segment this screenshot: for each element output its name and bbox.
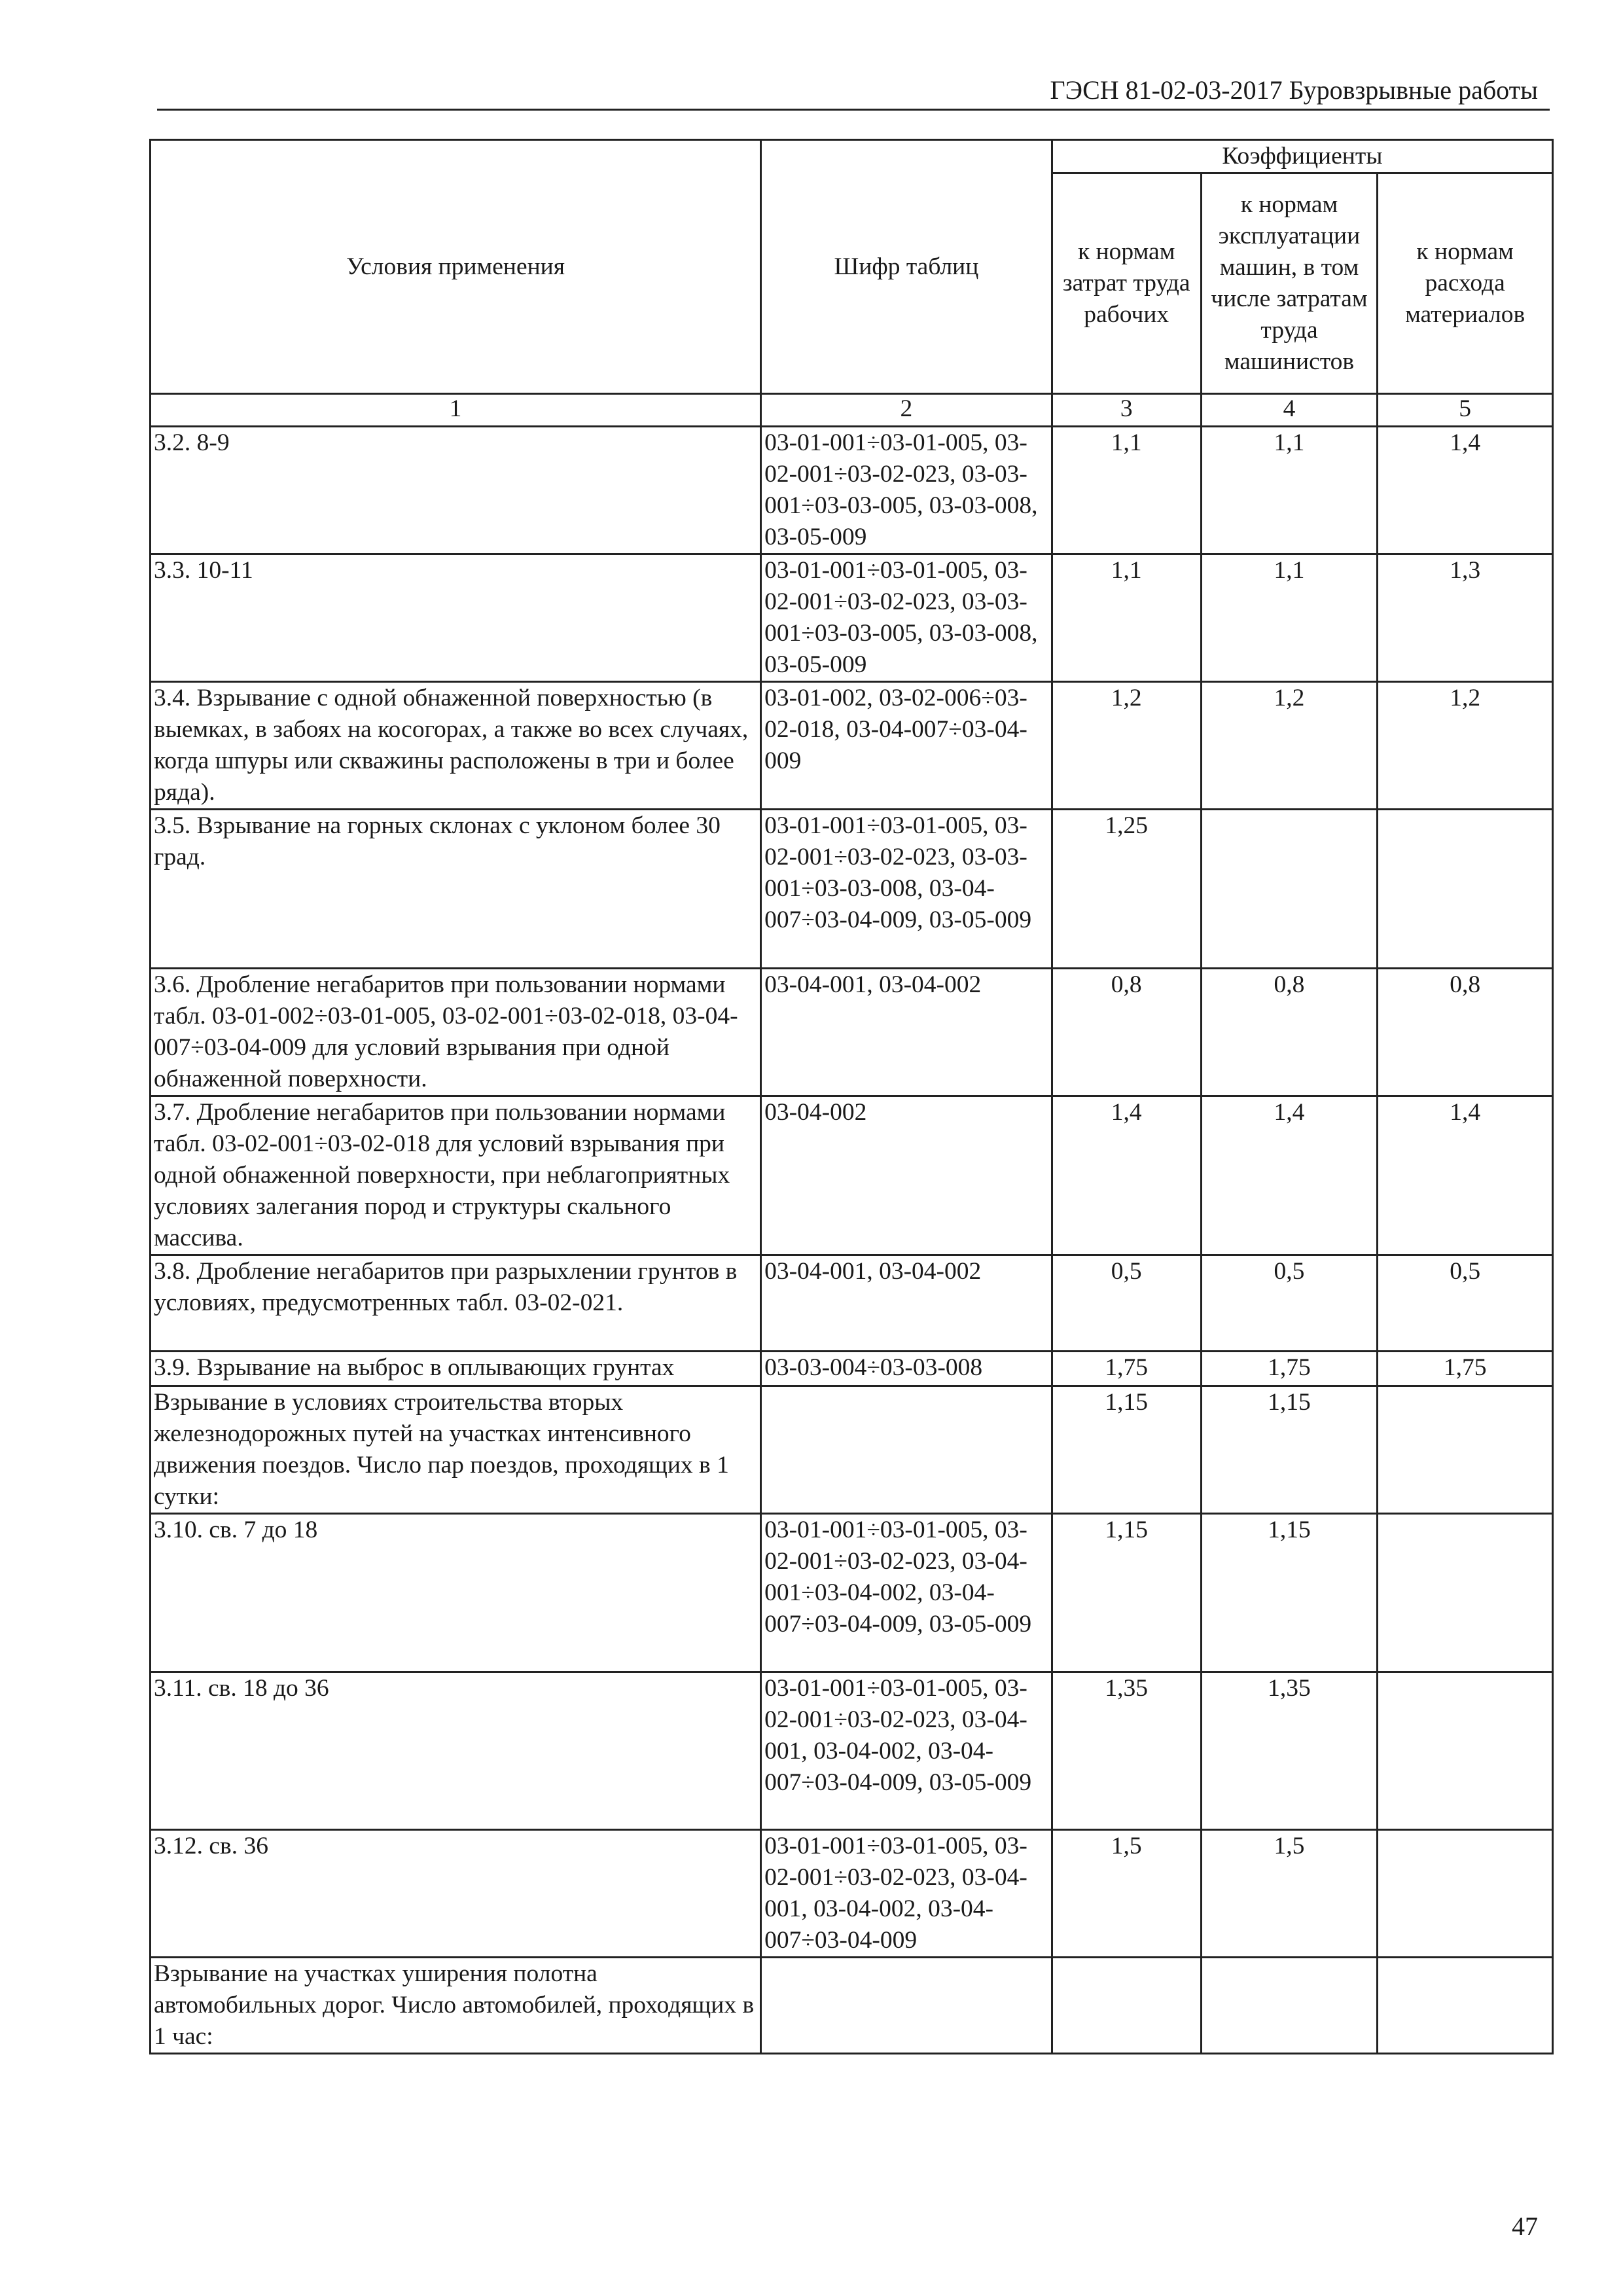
materials-coefficient-cell: 1,3 xyxy=(1378,554,1553,682)
machines-coefficient-cell: 1,2 xyxy=(1201,682,1378,810)
materials-coefficient-cell xyxy=(1378,1672,1553,1830)
table-row xyxy=(151,1255,1553,1352)
table-codes-cell: 03-04-002 xyxy=(761,1096,1052,1255)
labor-coefficient-cell: 1,2 xyxy=(1052,682,1201,810)
table-row xyxy=(151,1830,1553,1958)
machines-coefficient-cell: 0,8 xyxy=(1201,969,1378,1096)
machines-coefficient-cell: 1,35 xyxy=(1201,1672,1378,1830)
condition-cell: 3.10. св. 7 до 18 xyxy=(151,1514,761,1672)
table-codes-cell: 03-01-001÷03-01-005, 03-02-001÷03-02-023, 03-03-001÷03-03-005, 03-03-008, 03-05-009 xyxy=(761,427,1052,554)
table-codes-cell: 03-01-001÷03-01-005, 03-02-001÷03-02-023, 03-03-001÷03-03-005, 03-03-008, 03-05-009 xyxy=(761,554,1052,682)
table-row xyxy=(151,427,1553,554)
labor-coefficient-cell: 1,1 xyxy=(1052,427,1201,554)
table-codes-cell xyxy=(761,1958,1052,2054)
header-table-codes: Шифр таблиц xyxy=(761,140,1052,394)
materials-coefficient-cell xyxy=(1378,810,1553,969)
table-codes-cell: 03-01-001÷03-01-005, 03-02-001÷03-02-023, 03-04-001, 03-04-002, 03-04-007÷03-04-009, 03-05-009 xyxy=(761,1672,1052,1830)
machines-coefficient-cell: 1,4 xyxy=(1201,1096,1378,1255)
labor-coefficient-cell: 1,15 xyxy=(1052,1386,1201,1514)
header-labor-coefficient: к нормам затрат труда рабочих xyxy=(1052,173,1201,394)
machines-coefficient-cell: 1,75 xyxy=(1201,1352,1378,1386)
table-row xyxy=(151,554,1553,682)
materials-coefficient-cell xyxy=(1378,1958,1553,2054)
condition-cell: 3.3. 10-11 xyxy=(151,554,761,682)
table-row xyxy=(151,1672,1553,1830)
condition-cell: 3.2. 8-9 xyxy=(151,427,761,554)
materials-coefficient-cell: 1,2 xyxy=(1378,682,1553,810)
header-conditions: Условия применения xyxy=(151,140,761,394)
column-number: 3 xyxy=(1052,394,1201,427)
materials-coefficient-cell: 1,4 xyxy=(1378,1096,1553,1255)
materials-coefficient-cell xyxy=(1378,1386,1553,1514)
column-number-row xyxy=(151,394,1553,427)
machines-coefficient-cell: 1,15 xyxy=(1201,1514,1378,1672)
header-coefficients: Коэффициенты xyxy=(1052,140,1552,173)
condition-cell: 3.12. св. 36 xyxy=(151,1830,761,1958)
table-row xyxy=(151,1386,1553,1514)
condition-cell: 3.11. св. 18 до 36 xyxy=(151,1672,761,1830)
table-row xyxy=(151,1352,1553,1386)
table-row xyxy=(151,969,1553,1096)
condition-cell: 3.7. Дробление негабаритов при пользовании нормами табл. 03-02-001÷03-02-018 для условий взрывания при одной обнаженной поверхности, при неблагоприятных условиях залегания пород и структуры скального массива. xyxy=(151,1096,761,1255)
machines-coefficient-cell: 1,1 xyxy=(1201,427,1378,554)
table-codes-cell: 03-03-004÷03-03-008 xyxy=(761,1352,1052,1386)
machines-coefficient-cell: 0,5 xyxy=(1201,1255,1378,1352)
table-row xyxy=(151,810,1553,969)
materials-coefficient-cell: 1,4 xyxy=(1378,427,1553,554)
labor-coefficient-cell: 1,4 xyxy=(1052,1096,1201,1255)
condition-cell: 3.8. Дробление негабаритов при разрыхлении грунтов в условиях, предусмотренных табл. 03-02-021. xyxy=(151,1255,761,1352)
materials-coefficient-cell xyxy=(1378,1514,1553,1672)
table-row xyxy=(151,1958,1553,2054)
condition-cell: Взрывание на участках уширения полотна автомобильных дорог. Число автомобилей, проходящих в 1 час: xyxy=(151,1958,761,2054)
header-divider xyxy=(157,109,1550,111)
machines-coefficient-cell: 1,1 xyxy=(1201,554,1378,682)
condition-cell: 3.4. Взрывание с одной обнаженной поверхностью (в выемках, в забоях на косогорах, а также во всех случаях, когда шпуры или скважины расположены в три и более ряда). xyxy=(151,682,761,810)
machines-coefficient-cell xyxy=(1201,1958,1378,2054)
labor-coefficient-cell: 1,25 xyxy=(1052,810,1201,969)
document-header-title: ГЭСН 81-02-03-2017 Буровзрывные работы xyxy=(1050,75,1538,105)
labor-coefficient-cell: 1,1 xyxy=(1052,554,1201,682)
table-row xyxy=(151,1514,1553,1672)
condition-cell: Взрывание в условиях строительства вторых железнодорожных путей на участках интенсивного движения поездов. Число пар поездов, проходящих в 1 сутки: xyxy=(151,1386,761,1514)
condition-cell: 3.9. Взрывание на выброс в оплывающих грунтах xyxy=(151,1352,761,1386)
table-row xyxy=(151,682,1553,810)
page-number: 47 xyxy=(1512,2212,1538,2241)
labor-coefficient-cell xyxy=(1052,1958,1201,2054)
header-materials-coefficient: к нормам расхода материалов xyxy=(1378,173,1553,394)
table-codes-cell: 03-01-001÷03-01-005, 03-02-001÷03-02-023, 03-04-001, 03-04-002, 03-04-007÷03-04-009 xyxy=(761,1830,1052,1958)
labor-coefficient-cell: 1,15 xyxy=(1052,1514,1201,1672)
column-number: 4 xyxy=(1201,394,1378,427)
machines-coefficient-cell xyxy=(1201,810,1378,969)
materials-coefficient-cell xyxy=(1378,1830,1553,1958)
labor-coefficient-cell: 0,8 xyxy=(1052,969,1201,1096)
column-number: 2 xyxy=(761,394,1052,427)
labor-coefficient-cell: 1,75 xyxy=(1052,1352,1201,1386)
column-number: 1 xyxy=(151,394,761,427)
labor-coefficient-cell: 1,35 xyxy=(1052,1672,1201,1830)
column-number: 5 xyxy=(1378,394,1553,427)
machines-coefficient-cell: 1,5 xyxy=(1201,1830,1378,1958)
table-codes-cell: 03-04-001, 03-04-002 xyxy=(761,969,1052,1096)
machines-coefficient-cell: 1,15 xyxy=(1201,1386,1378,1514)
table-codes-cell: 03-01-002, 03-02-006÷03-02-018, 03-04-007÷03-04-009 xyxy=(761,682,1052,810)
table-codes-cell: 03-04-001, 03-04-002 xyxy=(761,1255,1052,1352)
labor-coefficient-cell: 0,5 xyxy=(1052,1255,1201,1352)
labor-coefficient-cell: 1,5 xyxy=(1052,1830,1201,1958)
table-codes-cell xyxy=(761,1386,1052,1514)
condition-cell: 3.6. Дробление негабаритов при пользовании нормами табл. 03-01-002÷03-01-005, 03-02-001÷03-02-018, 03-04-007÷03-04-009 для условий взрывания при одной обнаженной поверхности. xyxy=(151,969,761,1096)
materials-coefficient-cell: 1,75 xyxy=(1378,1352,1553,1386)
table-codes-cell: 03-01-001÷03-01-005, 03-02-001÷03-02-023, 03-03-001÷03-03-008, 03-04-007÷03-04-009, 03-05-009 xyxy=(761,810,1052,969)
table-codes-cell: 03-01-001÷03-01-005, 03-02-001÷03-02-023, 03-04-001÷03-04-002, 03-04-007÷03-04-009, 03-05-009 xyxy=(761,1514,1052,1672)
coefficients-table xyxy=(149,139,1554,2054)
materials-coefficient-cell: 0,8 xyxy=(1378,969,1553,1096)
materials-coefficient-cell: 0,5 xyxy=(1378,1255,1553,1352)
table-row xyxy=(151,1096,1553,1255)
header-machines-coefficient: к нормам эксплуатации машин, в том числе затратам труда машинистов xyxy=(1201,173,1378,394)
condition-cell: 3.5. Взрывание на горных склонах с уклоном более 30 град. xyxy=(151,810,761,969)
